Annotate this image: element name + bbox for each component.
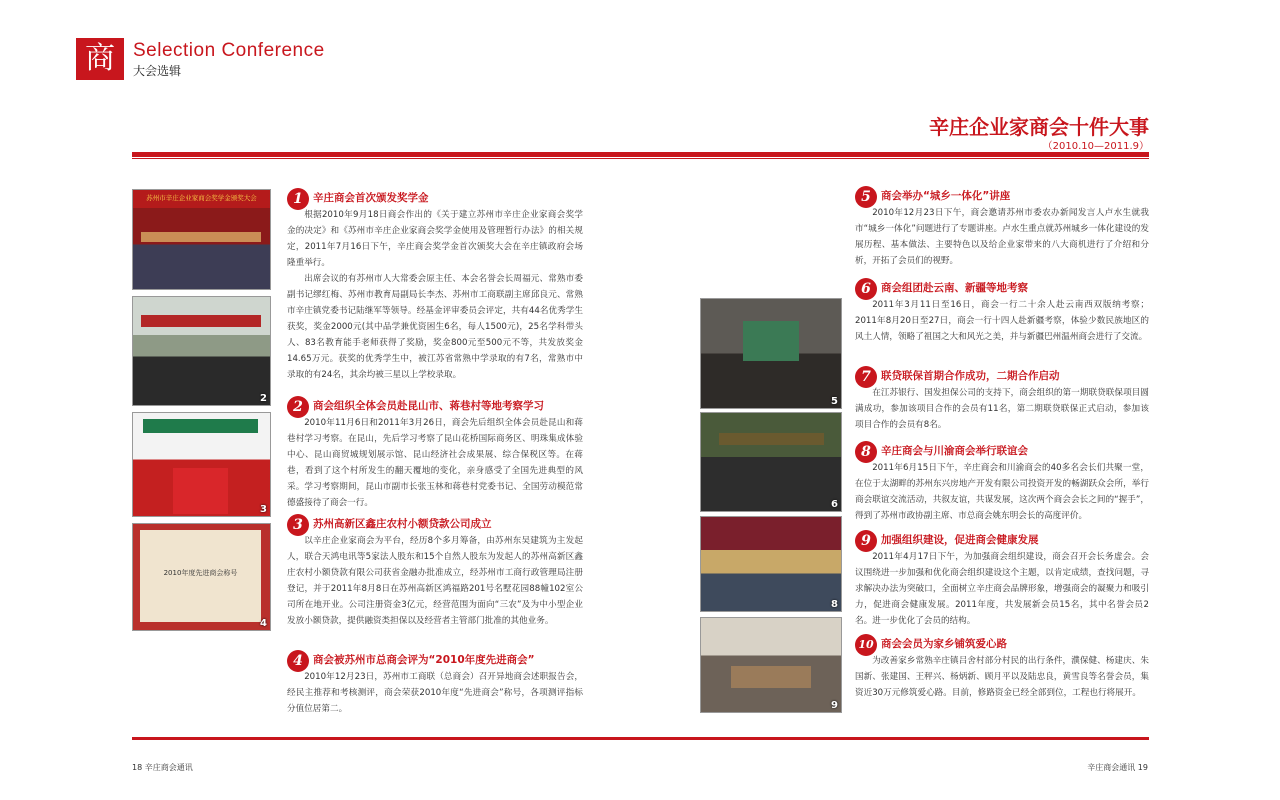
event-body-continued: 出席会议的有苏州市人大常委会原主任、本会名誉会长周福元、常熟市委副书记缪红梅、苏州市教育局副局长李杰、苏州市工商联副主席邱良元、常熟市辛庄镇党委书记陆继军等领导。经基金评审委员会评定，共有44名优秀学生获奖，奖金2000元(其中品学兼优资困生6名，每人1500元)，25名学科带头人、83名教育能手老师获得了奖励，奖金800元至500元不等，共发放奖金14.65万元。获奖的优秀学生中，被江苏省常熟中学录取的有7名，常熟市中录取的有24名，其余均被三星以上学校录取。 <box>287 274 583 380</box>
event-header <box>855 636 1149 653</box>
photo-screen <box>743 321 799 361</box>
event-item-8 <box>855 443 1149 524</box>
header-rule <box>132 152 1149 157</box>
event-item-2 <box>287 398 583 511</box>
page-number-left: 18 辛庄商会通讯 <box>132 763 193 772</box>
photo-company-opening <box>132 412 271 517</box>
event-body: 根据2010年9月18日商会作出的《关于建立苏州市辛庄企业家商会奖学金的决定》和《苏州市辛庄企业家商会奖学金使用及管理暂行办法》的相关规定，2011年7月16日下午，辛庄商会奖学金首次颁奖大会在辛庄镇政府会场隆重举行。 <box>287 210 583 268</box>
section-title-cn: 大会选辑 <box>133 64 182 78</box>
photo-caption: 苏州市辛庄企业家商会奖学金颁奖大会 <box>146 194 257 202</box>
photo-number: 3 <box>260 504 267 515</box>
event-title: 商会会员为家乡铺筑爱心路 <box>881 638 1007 650</box>
photo-red-carpet <box>173 468 228 514</box>
event-header <box>855 368 1149 385</box>
photo-number: 6 <box>831 499 838 510</box>
photo-detail <box>141 232 261 242</box>
page-subtitle: （2010.10—2011.9） <box>1042 141 1149 152</box>
photo-sign <box>719 433 824 445</box>
event-body: 2011年4月17日下午，为加强商会组织建设，商会召开会长务虚会。会议围绕进一步加强和优化商会组织建设这个主题，以肯定成绩，查找问题，寻求解决办法为突破口，全面树立辛庄商会品牌形象，增强商会的凝聚力和吸引力，促进商会健康发展。2011年度，共发展新会员15名，其中名誉会员2名。进一步优化了会员的结构。 <box>855 552 1149 626</box>
page-title: 辛庄企业家商会十件大事 <box>929 115 1149 139</box>
event-title: 辛庄商会首次颁发奖学金 <box>313 192 429 204</box>
event-number-badge: 9 <box>855 530 877 552</box>
photo-certificate <box>132 523 271 631</box>
event-header <box>855 532 1149 549</box>
photo-group-visit <box>132 296 271 406</box>
photo-number: 8 <box>831 599 838 610</box>
event-title: 商会被苏州市总商会评为“2010年度先进商会” <box>313 654 535 666</box>
event-body: 为改善家乡常熟辛庄镇吕舍村部分村民的出行条件，濮保健、杨建庆、朱国新、张建国、王秤兴、杨炳新、顾月平以及陆忠良，黄雪良等名誉会员，集资近30万元修筑爱心路。目前，修路资金已经全部到位，工程也行将展开。 <box>855 656 1149 698</box>
event-header <box>855 188 1149 205</box>
event-title: 商会组团赴云南、新疆等地考察 <box>881 282 1028 294</box>
event-body: 2011年3月11日至16日，商会一行二十余人赴云南西双版纳考察；2011年8月20日至27日，商会一行十四人赴新疆考察，体验少数民族地区的风土人情，领略了祖国之大和风光之美，并与新疆巴州温州商会进行了交流。 <box>855 300 1149 342</box>
event-title: 苏州高新区鑫庄农村小额贷款公司成立 <box>313 518 492 530</box>
event-title: 加强组织建设，促进商会健康发展 <box>881 534 1039 546</box>
event-number-badge: 6 <box>855 278 877 300</box>
header-rule-thin <box>132 158 1149 159</box>
section-title-en: Selection Conference <box>133 40 325 61</box>
photo-award-ceremony <box>132 189 271 290</box>
photo-number: 4 <box>260 618 267 629</box>
footer-rule <box>132 737 1149 740</box>
event-body: 2011年6月15日下午，辛庄商会和川渝商会的40多名会长们共聚一堂，在位于太湖畔的苏州东兴房地产开发有限公司投资开发的畅湖跃众会所，举行商会联谊交流活动，共叙友谊，共谋发展，这次两个商会会长之间的“握手”，得到了苏州市政协副主席、市总商会姚东明会长的高度评价。 <box>855 463 1149 521</box>
event-header <box>287 190 583 207</box>
page-number-right: 辛庄商会通讯 19 <box>1087 763 1148 772</box>
photo-banner <box>141 315 261 327</box>
event-header <box>287 398 583 415</box>
event-body: 2010年12月23日下午，商会邀请苏州市委农办新闻发言人卢水生就我市“城乡一体化”问题进行了专题讲座。卢水生重点就苏州城乡一体化建设的发展历程、基本做法、主要特色以及给企业家带来的八大商机进行了介绍和分析，开拓了会员们的视野。 <box>855 208 1149 266</box>
event-number-badge: 5 <box>855 186 877 208</box>
event-item-6 <box>855 280 1149 345</box>
event-header <box>287 516 583 533</box>
certificate-paper <box>140 530 261 622</box>
photo-number: 5 <box>831 396 838 407</box>
photo-number: 2 <box>260 393 267 404</box>
event-header <box>287 652 583 669</box>
photo-number: 9 <box>831 700 838 711</box>
event-item-5 <box>855 188 1149 269</box>
event-title: 联贷联保首期合作成功，二期合作启动 <box>881 370 1060 382</box>
event-number-badge: 4 <box>287 650 309 672</box>
event-body: 2010年12月23日，苏州市工商联（总商会）召开异地商会述职报告会，经民主推荐和考核测评，商会荣获2010年度“先进商会”称号，各项测评指标分值位居第二。 <box>287 672 583 714</box>
event-number-badge: 10 <box>855 634 877 656</box>
logo-glyph: 商 <box>85 41 115 76</box>
photo-fellowship <box>700 516 842 612</box>
event-header <box>855 443 1149 460</box>
event-number-badge: 7 <box>855 366 877 388</box>
event-header <box>855 280 1149 297</box>
event-item-1 <box>287 190 583 383</box>
event-item-7 <box>855 368 1149 433</box>
event-title: 辛庄商会与川渝商会举行联谊会 <box>881 445 1028 457</box>
event-number-badge: 1 <box>287 188 309 210</box>
event-item-3 <box>287 516 583 629</box>
event-title: 商会组织全体会员赴昆山市、蒋巷村等地考察学习 <box>313 400 544 412</box>
photo-meeting <box>700 617 842 713</box>
photo-yunnan-trip <box>700 412 842 512</box>
event-body: 以辛庄企业家商会为平台，经历8个多月筹备，由苏州东吴建筑为主发起人，联合天鸿电讯等5家法人股东和15个自然人股东为发起人的苏州高新区鑫庄农村小额贷款有限公司获省金融办批准成立，经苏州市工商行政管理局注册登记，并于2011年8月8日在苏州高新区鸿福路201号名墅花园88幢102室公司所在地开业。公司注册资金3亿元，经营范围为面向“三农”及为中小型企业发放小额贷款，提供融资类担保以及经营者主管部门批准的其他业务。 <box>287 536 583 626</box>
certificate-text: 2010年度先进商会称号 <box>163 569 238 577</box>
event-body: 2010年11月6日和2011年3月26日，商会先后组织全体会员赴昆山和蒋巷村学习考察。在昆山，先后学习考察了昆山花桥国际商务区、明珠集成体验中心、昆山商贸城规划展示馆、昆山经济社会成果展、综合保税区等。在蒋巷，看到了这个村所发生的翻天覆地的变化，亲身感受了全国先进典型的风采。学习考察期间，昆山市副市长张玉林和蒋巷村党委书记、全国劳动模范常德盛接待了商会一行。 <box>287 418 583 508</box>
photo-table <box>731 666 811 688</box>
event-item-10 <box>855 636 1149 701</box>
event-body: 在江苏银行、国发担保公司的支持下，商会组织的第一期联贷联保项目圆满成功，参加该项目合作的会员有11名，第二期联贷联保正式启动，参加该项目合作的会员有8名。 <box>855 388 1149 430</box>
event-number-badge: 3 <box>287 514 309 536</box>
event-number-badge: 2 <box>287 396 309 418</box>
event-item-4 <box>287 652 583 717</box>
photo-lecture <box>700 298 842 409</box>
event-number-badge: 8 <box>855 441 877 463</box>
logo <box>76 38 124 80</box>
event-title: 商会举办“城乡一体化”讲座 <box>881 190 1011 202</box>
photo-sign <box>143 419 258 433</box>
event-item-9 <box>855 532 1149 629</box>
